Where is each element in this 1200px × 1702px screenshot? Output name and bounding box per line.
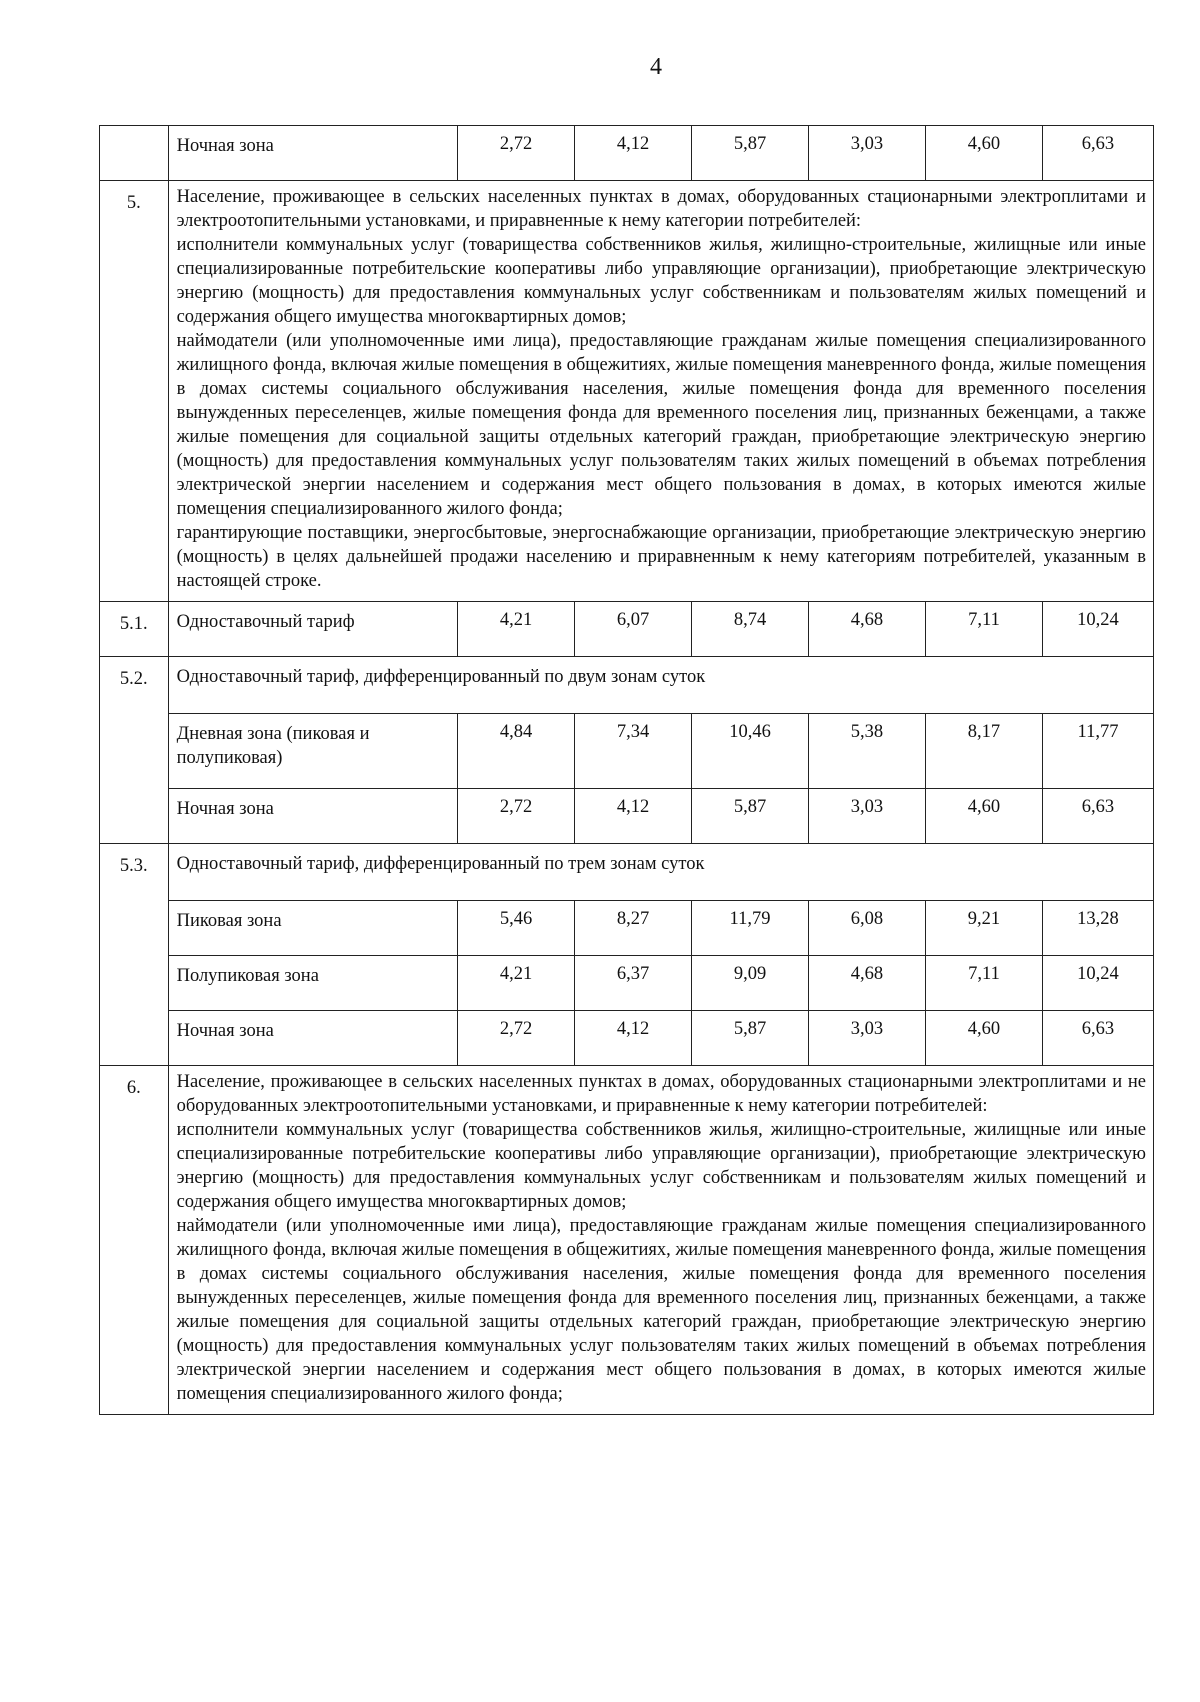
table-row [100,1011,1154,1066]
tariff-value: 2,72 [458,126,575,181]
row-number: 5.1. [100,602,169,657]
tariff-value: 5,87 [692,1011,809,1066]
tariff-value: 4,12 [575,126,692,181]
tariff-value: 10,24 [1042,602,1153,657]
tariff-value: 10,24 [1042,956,1153,1011]
tariff-value: 4,21 [458,956,575,1011]
row-number-cell [100,1011,169,1066]
zone-name: Ночная зона [168,1011,457,1066]
table-row [100,602,1154,657]
zone-name: Ночная зона [168,126,457,181]
tariff-value: 2,72 [458,1011,575,1066]
tariff-value: 5,46 [458,901,575,956]
tariff-value: 7,34 [575,714,692,789]
tariff-value: 6,37 [575,956,692,1011]
tariff-value: 6,08 [809,901,926,956]
zone-name: Дневная зона (пиковая и полупиковая) [168,714,457,789]
row-number: 5. [100,181,169,602]
tariff-value: 9,21 [925,901,1042,956]
row-number-cell [100,714,169,789]
tariff-value: 6,63 [1042,789,1153,844]
tariff-value: 5,87 [692,126,809,181]
tariff-value: 4,68 [809,602,926,657]
row-number-cell [100,789,169,844]
tariff-value: 3,03 [809,126,926,181]
tariff-value: 3,03 [809,1011,926,1066]
row-number: 5.2. [100,657,169,714]
tariff-value: 4,68 [809,956,926,1011]
tariff-value: 9,09 [692,956,809,1011]
tariff-value: 6,63 [1042,126,1153,181]
tariff-value: 4,60 [925,126,1042,181]
tariff-value: 3,03 [809,789,926,844]
table-row [100,1066,1154,1415]
description-paragraph: наймодатели (или уполномоченные ими лица), предоставляющие гражданам жилые помещения специализированного жилищного фонда, включая жилые помещения в общежитиях, жилые помещения маневренного фонда, жилые помещения в домах системы социального обслуживания населения, жилые помещения фонда для временного поселения вынужденных переселенцев, жилые помещения фонда для временного поселения лиц, признанных беженцами, а также жилые помещения для социальной защиты отдельных категорий граждан, приобретающие электрическую энергию (мощность) для предоставления коммунальных услуг пользователям таких жилых помещений в объемах потребления электрической энергии населением и содержания мест общего пользования в домах, в которых имеются жилые помещения специализированного жилого фонда; [176,1216,1146,1404]
tariff-value: 4,60 [925,789,1042,844]
tariff-value: 13,28 [1042,901,1153,956]
tariff-value: 8,27 [575,901,692,956]
table-row [100,714,1154,789]
table-row [100,126,1154,181]
row-number-cell [100,126,169,181]
table-row [100,657,1154,714]
tariff-value: 7,11 [925,602,1042,657]
zone-name: Ночная зона [168,789,457,844]
tariff-value: 4,84 [458,714,575,789]
description-paragraph: наймодатели (или уполномоченные ими лица), предоставляющие гражданам жилые помещения специализированного жилищного фонда, включая жилые помещения в общежитиях, жилые помещения маневренного фонда, жилые помещения в домах системы социального обслуживания населения, жилые помещения фонда для временного поселения вынужденных переселенцев, жилые помещения фонда для временного поселения лиц, признанных беженцами, а также жилые помещения для социальной защиты отдельных категорий граждан, приобретающие электрическую энергию (мощность) для предоставления коммунальных услуг пользователям таких жилых помещений в объемах потребления электрической энергии населением и содержания мест общего пользования в домах, в которых имеются жилые помещения специализированного жилого фонда; [176,331,1146,519]
tariff-value: 8,17 [925,714,1042,789]
table-row [100,789,1154,844]
tariff-value: 6,07 [575,602,692,657]
row-number: 5.3. [100,844,169,901]
table-row [100,956,1154,1011]
tariff-value: 11,79 [692,901,809,956]
zone-name: Полупиковая зона [168,956,457,1011]
tariff-value: 4,21 [458,602,575,657]
tariff-value: 6,63 [1042,1011,1153,1066]
description-paragraph: исполнители коммунальных услуг (товарищества собственников жилья, жилищно-строительные, жилищные или иные специализированные потребительские кооперативы либо управляющие организации), приобретающие электрическую энергию (мощность) для предоставления коммунальных услуг собственникам и пользователям жилых помещений и содержания общего имущества многоквартирных домов; [176,1120,1146,1212]
tariff-subheading: Одноставочный тариф, дифференцированный по трем зонам суток [168,844,1153,901]
tariff-value: 7,11 [925,956,1042,1011]
row-number-cell [100,901,169,956]
zone-name: Пиковая зона [168,901,457,956]
row-number-cell [100,956,169,1011]
tariff-value: 2,72 [458,789,575,844]
tariff-value: 5,87 [692,789,809,844]
tariff-value: 8,74 [692,602,809,657]
tariff-value: 4,60 [925,1011,1042,1066]
page-number: 4 [650,54,662,80]
description-paragraph: исполнители коммунальных услуг (товарищества собственников жилья, жилищно-строительные, жилищные или иные специализированные потребительские кооперативы либо управляющие организации), приобретающие электрическую энергию (мощность) для предоставления коммунальных услуг собственникам и пользователям жилых помещений и содержания общего имущества многоквартирных домов; [176,235,1146,327]
table-row [100,181,1154,602]
tariff-value: 5,38 [809,714,926,789]
category-description [168,181,1153,602]
tariff-value: 11,77 [1042,714,1153,789]
description-paragraph: Население, проживающее в сельских населенных пунктах в домах, оборудованных стационарными электроплитами и не оборудованных электроотопительными установками, и приравненные к нему категории потребителей: [176,1072,1146,1116]
tariff-value: 4,12 [575,1011,692,1066]
description-paragraph: Население, проживающее в сельских населенных пунктах в домах, оборудованных стационарными электроплитами и электроотопительными установками, и приравненные к нему категории потребителей: [176,187,1146,231]
description-paragraph: гарантирующие поставщики, энергосбытовые, энергоснабжающие организации, приобретающие электрическую энергию (мощность) в целях дальнейшей продажи населению и приравненным к нему категориям потребителей, указанным в настоящей строке. [176,523,1146,591]
tariff-table [99,125,1154,1415]
category-description [168,1066,1153,1415]
table-row [100,844,1154,901]
tariff-subheading: Одноставочный тариф, дифференцированный по двум зонам суток [168,657,1153,714]
tariff-value: 10,46 [692,714,809,789]
table-row [100,901,1154,956]
tariff-name: Одноставочный тариф [168,602,457,657]
row-number: 6. [100,1066,169,1415]
tariff-value: 4,12 [575,789,692,844]
